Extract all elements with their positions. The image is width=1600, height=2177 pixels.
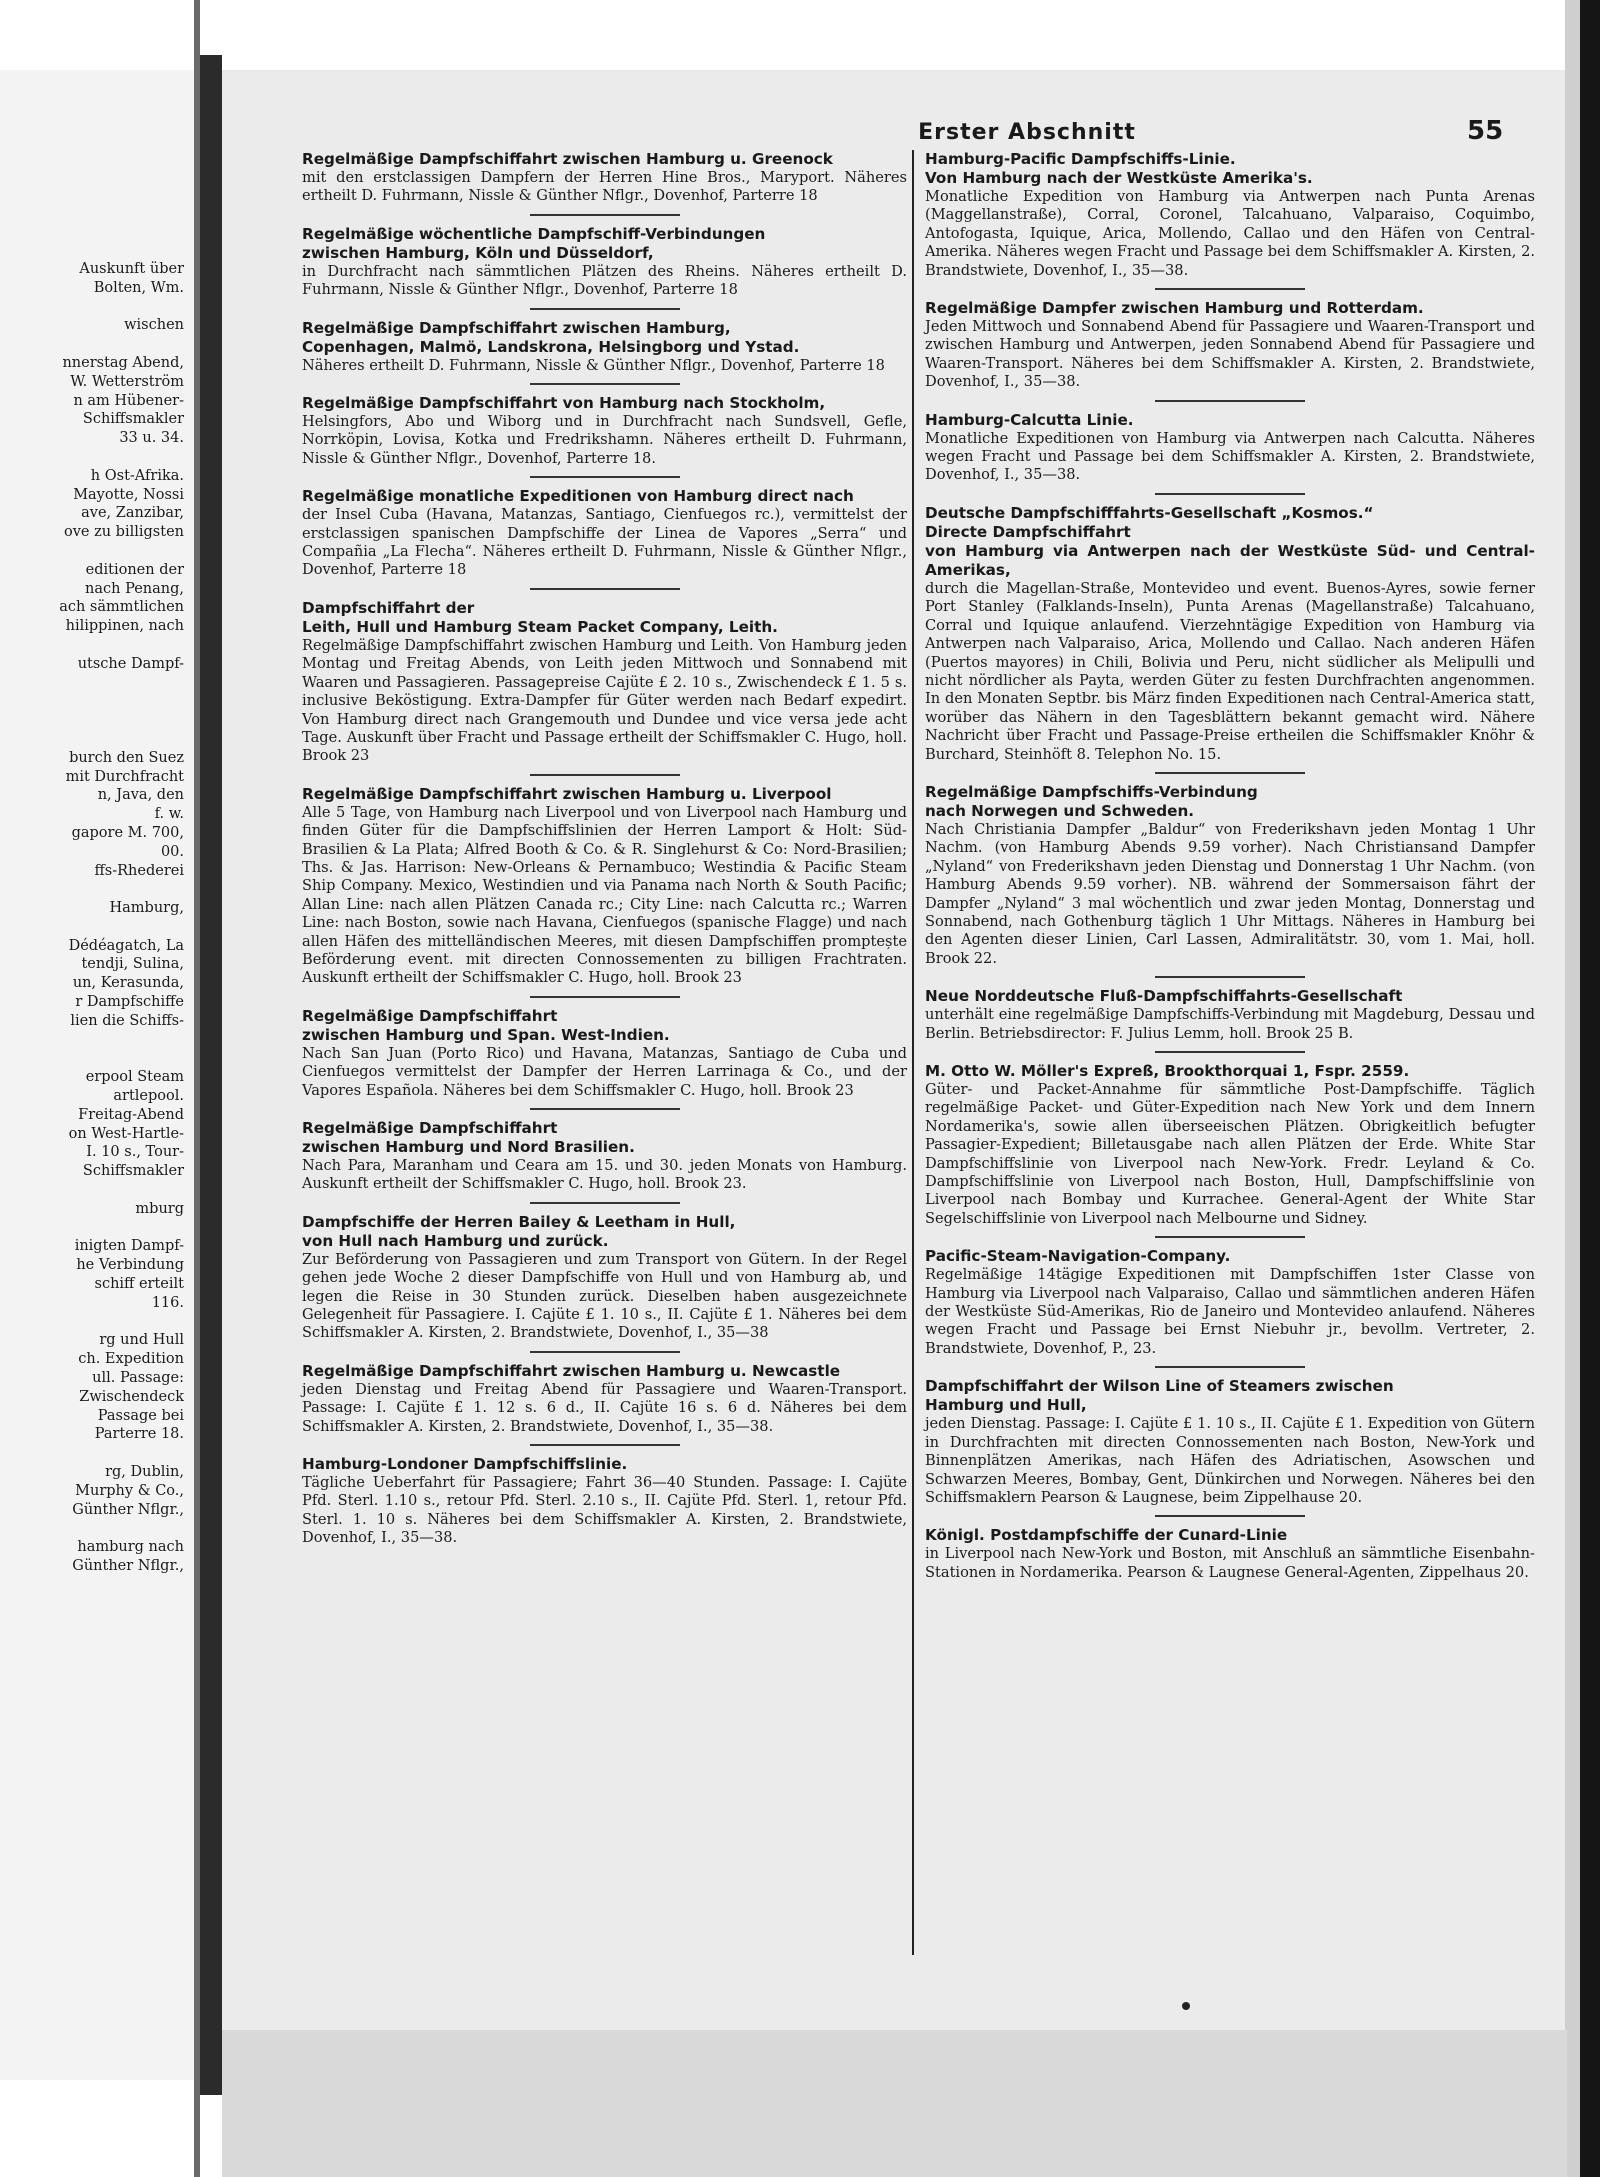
separator-rule <box>530 214 680 216</box>
left-column <box>302 150 907 1556</box>
left-fragment-line <box>0 1313 184 1332</box>
separator-rule <box>1155 400 1305 402</box>
ad-heading: Regelmäßige monatliche Expeditionen von Hamburg direct nach <box>302 487 854 506</box>
separator-rule <box>530 1108 680 1110</box>
ad-body: Monatliche Expedition von Hamburg via Antwerpen nach Punta Arenas (Maggellanstraße), Corral, Coronel, Talcahuano, Valparaiso, Coquimbo, Antofogasta, Iquique, Arica, Mollendo, Callao und den Häfen von Central-Amerika. Näheres wegen Fracht und Passage bei dem Schiffsmakler A. Kirsten, 2. Brandstwiete, Dovenhof, I., 35—38. <box>925 188 1535 279</box>
left-fragment-line <box>0 692 184 711</box>
left-fragment-line: rg, Dublin, <box>105 1464 184 1480</box>
separator-rule <box>530 476 680 478</box>
ad-subheading: Leith, Hull und Hamburg Steam Packet Company, Leith. <box>302 617 778 636</box>
ad-heading: Regelmäßige Dampfschiffahrt <box>302 1006 558 1025</box>
left-fragment-line: inigten Dampf- <box>74 1238 184 1255</box>
left-fragment-line: Hamburg, <box>109 900 184 917</box>
ad-body: in Durchfracht nach sämmtlichen Plätzen des Rheins. Näheres ertheilt D. Fuhrmann, Nissle & Günther Nflgr., Dovenhof, Parterre 18 <box>302 262 907 299</box>
advertisement-block <box>925 976 1535 1043</box>
separator-rule <box>530 996 680 998</box>
left-fragment-line: 00. <box>160 843 184 860</box>
ad-heading: Regelmäßige Dampfschiffahrt <box>302 1119 558 1137</box>
left-fragment-line <box>0 711 184 730</box>
left-fragment-line: n, Java, den <box>97 787 184 804</box>
separator-rule <box>530 308 680 310</box>
separator-rule <box>1155 1236 1305 1238</box>
left-fragment-line: hilippinen, nach <box>65 618 184 635</box>
left-page-fragment <box>0 70 195 2080</box>
ad-body: Zur Beförderung von Passagieren und zum Transport von Gütern. In der Regel gehen jede Woche 2 dieser Dampfschiffe von Hull und von Hamburg ab, und legen die Reise in 30 Stunden zurück. Dieselben haben ausgezeichnete Gelegenheit für Passagiere. I. Cajüte £ 1. 10 s., II. Cajüte £ 1. Näheres bei dem Schiffsmakler A. Kirsten, 2. Brandstwiete, Dovenhof, I., 35—38 <box>302 1250 907 1342</box>
left-page-text <box>0 70 190 2070</box>
advertisement-block <box>302 383 907 468</box>
left-fragment-line: I. 10 s., Tour- <box>86 1144 184 1161</box>
left-fragment-line: h Ost-Afrika. <box>90 467 184 484</box>
ad-heading: Neue Norddeutsche Fluß-Dampfschiffahrts-Gesellschaft <box>925 987 1403 1006</box>
advertisement-block <box>925 1366 1535 1507</box>
left-fragment-line: Murphy & Co., <box>75 1482 184 1499</box>
ad-body: Helsingfors, Abo und Wiborg und in Durchfracht nach Sundsvell, Gefle, Norrköpin, Lovisa, Kotka und Fredrikshamn. Näheres ertheilt D. Fuhrmann, Nissle & Günther Nflgr., Dovenhof, Parterre 18. <box>302 413 907 467</box>
left-fragment-line <box>0 1444 184 1463</box>
ad-heading: Königl. Postdampfschiffe der Cunard-Linie <box>925 1526 1288 1545</box>
right-column <box>925 150 1535 1590</box>
left-fragment-line: ave, Zanzibar, <box>81 505 184 522</box>
left-fragment-line: tendji, Sulina, <box>81 956 184 973</box>
left-fragment-line: ach sämmtlichen <box>59 599 184 616</box>
ad-heading: Regelmäßige Dampfschiffahrt zwischen Hamburg, <box>302 318 731 337</box>
ad-body: Jeden Mittwoch und Sonnabend Abend für Passagiere und Waaren-Transport und zwischen Hamburg und Antwerpen, jeden Sonnabend Abend für Passagiere und Waaren-Transport. Näheres bei dem Schiffsmakler A. Kirsten, 2. Brandstwiete, Dovenhof, I., 35—38. <box>925 318 1535 391</box>
advertisement-block <box>925 150 1535 280</box>
ad-subheading: Hamburg und Hull, <box>925 1396 1087 1415</box>
ad-heading: Hamburg-Pacific Dampfschiffs-Linie. <box>925 150 1236 168</box>
separator-rule <box>1155 976 1305 978</box>
left-fragment-line: mit Durchfracht <box>65 768 184 785</box>
separator-rule <box>530 1351 680 1353</box>
left-fragment-line <box>0 1049 184 1068</box>
left-fragment-line <box>0 918 184 937</box>
left-fragment-line <box>0 1031 184 1050</box>
left-fragment-line <box>0 335 184 354</box>
left-fragment-line: artlepool. <box>113 1088 184 1105</box>
separator-rule <box>1155 1051 1305 1053</box>
ad-body: Tägliche Ueberfahrt für Passagiere; Fahrt 36—40 Stunden. Passage: I. Cajüte Pfd. Sterl. 1.10 s., retour Pfd. Sterl. 2.10 s., II. Cajüte Pfd. Sterl. 1, retour Pfd. Sterl. 1. 10 s. Näheres bei dem Schiffsmakler A. Kirsten, 2. Brandstwiete, Dovenhof, I., 35—38. <box>302 1474 907 1547</box>
left-fragment-line <box>0 1219 184 1238</box>
ad-subheading: Von Hamburg nach der Westküste Amerika's. <box>925 169 1313 187</box>
ad-subheading: Directe Dampfschiffahrt <box>925 522 1131 541</box>
ad-body: Nach Para, Maranham und Ceara am 15. und 30. jeden Monats von Hamburg. Auskunft ertheilt der Schiffsmakler C. Hugo, holl. Brook 23. <box>302 1157 907 1193</box>
ad-body: in Liverpool nach New-York und Boston, mit Anschluß an sämmtliche Eisenbahn-Stationen in Nordamerika. Pearson & Laugnese General-Agenten, Zippelhaus 20. <box>925 1545 1535 1581</box>
left-fragment-line <box>0 730 184 749</box>
advertisement-block <box>302 1351 907 1436</box>
column-divider <box>912 150 914 1955</box>
left-fragment-line: Parterre 18. <box>94 1426 184 1443</box>
separator-rule <box>530 383 680 385</box>
left-fragment-line: Auskunft über <box>79 261 184 277</box>
separator-rule <box>1155 1366 1305 1368</box>
section-title: Erster Abschnitt <box>918 120 1136 145</box>
ad-heading: Pacific-Steam-Navigation-Company. <box>925 1247 1231 1266</box>
advertisement-block <box>925 400 1535 485</box>
left-fragment-line: n am Hübener- <box>73 392 184 409</box>
ad-body: mit den erstclassigen Dampfern der Herren Hine Bros., Maryport. Näheres ertheilt D. Fuhrmann, Nissle & Günther Nflgr., Dovenhof, Parterre 18 <box>302 169 907 205</box>
ad-body: der Insel Cuba (Havana, Matanzas, Santiago, Cienfuegos rc.), vermittelst der erstclassigen spanischen Dampfschiffe der Linea de Vapores „Serra“ und Compañia „La Flecha“. Näheres ertheilt D. Fuhrmann, Nissle & Günther Nflgr., Dovenhof, Parterre 18 <box>302 506 907 579</box>
ad-subheading: von Hamburg via Antwerpen nach der Westküste Süd- und Central-Amerikas, <box>925 541 1535 579</box>
left-fragment-line: burch den Suez <box>69 749 184 766</box>
page-bottom-margin <box>222 2030 1567 2177</box>
advertisement-block <box>925 772 1535 968</box>
separator-rule <box>530 588 680 590</box>
left-fragment-line: he Verbindung <box>76 1257 184 1274</box>
ad-heading: Regelmäßige Dampfschiffs-Verbindung <box>925 782 1258 801</box>
left-fragment-line: hamburg nach <box>77 1539 184 1556</box>
advertisement-block <box>925 1236 1535 1358</box>
left-fragment-line: lien die Schiffs- <box>70 1012 184 1029</box>
ad-body: jeden Dienstag. Passage: I. Cajüte £ 1. 10 s., II. Cajüte £ 1. Expedition von Gütern in Durchfrachten mit directen Connossementen nach Boston, New-York und Binnenplätzen Amerikas, nach Häfen des Adriatischen, Asowschen und Schwarzen Meeres, Bombay, Gent, Dünkirchen und Norwegen. Näheres bei den Schiffsmaklern Pearson & Laugnese, beim Zippelhause 20. <box>925 1415 1535 1506</box>
ad-subheading: Copenhagen, Malmö, Landskrona, Helsingborg und Ystad. <box>302 337 800 356</box>
left-fragment-line: wischen <box>124 317 184 334</box>
ad-heading: Regelmäßige Dampfschiffahrt von Hamburg nach Stockholm, <box>302 394 826 413</box>
advertisement-block <box>302 1444 907 1548</box>
left-fragment-line: schiff erteilt <box>94 1276 184 1293</box>
page-edge <box>1565 0 1580 2177</box>
left-fragment-line: gapore M. 700, <box>71 824 184 841</box>
left-fragment-line: ffs-Rhederei <box>94 862 184 879</box>
ad-heading: Regelmäßige Dampfschiffahrt zwischen Hamburg u. Greenock <box>302 150 833 168</box>
left-fragment-line: r Dampfschiffe <box>75 994 184 1011</box>
separator-rule <box>1155 288 1305 290</box>
left-fragment-line: Mayotte, Nossi <box>73 486 184 503</box>
ad-body: Güter- und Packet-Annahme für sämmtliche Post-Dampfschiffe. Täglich regelmäßige Packet- und Güter-Expedition nach New York und dem Innern Nordamerika's, sowie allen überseeischen Plätzen. Obrigkeitlich befugter Passagier-Expedient; Billetausgabe nach allen Plätzen der Erde. White Star Dampfschiffslinie von Liverpool nach New-York. Fredr. Leyland & Co. Dampfschiffslinie von Liverpool nach Boston, Hull, Dampfschiffslinie von Liverpool nach Bombay und Kurrachee. General-Agent der White Star Segelschiffslinie von Liverpool nach Melbourne und Sidney. <box>925 1081 1535 1227</box>
left-fragment-line: utsche Dampf- <box>77 655 184 672</box>
left-fragment-line: Günther Nflgr., <box>72 1557 184 1574</box>
left-fragment-line: Freitag-Abend <box>78 1106 184 1123</box>
left-fragment-line: 33 u. 34. <box>119 430 184 447</box>
ad-body: durch die Magellan-Straße, Montevideo und event. Buenos-Ayres, sowie ferner Port Stanley (Falklands-Inseln), Punta Arenas (Magellanstraße) Talcahuano, Corral und Iquique anlaufend. Vierzehntägige Expedition von Hamburg via Antwerpen nach Valparaiso, Arica, Mollendo und Callao. Nach anderen Häfen (Puertos mayores) in Chili, Bolivia und Peru, nicht südlicher als Melipulli und nicht nördlicher als Payta, werden Güter zu festen Durchfrachten angenommen. In den Monaten Septbr. bis März finden Expeditionen nach Central-America statt, worüber das Nähern in den Tagesblättern bekannt gemacht wird. Nähere Nachricht über Fracht und Passage-Preise ertheilen die Schiffsmakler Knöhr & Burchard, Steinhöft 8. Telephon No. 15. <box>925 579 1535 763</box>
advertisement-block <box>302 214 907 300</box>
left-fragment-line: nach Penang, <box>85 580 184 597</box>
advertisement-block <box>302 476 907 580</box>
ad-body: Alle 5 Tage, von Hamburg nach Liverpool und von Liverpool nach Hamburg und finden Güter für die Dampfschiffslinien der Herren Lamport & Holt: Süd-Brasilien & La Plata; Alfred Booth & Co. & R. Singlehurst & Co: Nord-Brasilien; Ths. & Jas. Harrison: New-Orleans & Pernambuco; Westindia & Pacific Steam Ship Company. Mexico, Westindien und via Panama nach North & South Pacific; Allan Line: nach allen Plätzen Canada rc.; City Line: nach Calcutta rc.; Warren Line: nach Boston, sowie nach Havana, Cienfuegos (spanische Flagge) und nach allen Häfen des mittelländischen Meeres, mit diesen Dampfschiffen promptește Beförderung event. mit directen Connossementen zu billigen Frachtraten. Auskunft ertheilt der Schiffsmakler C. Hugo, holl. Brook 23 <box>302 803 907 987</box>
ad-body: Nach San Juan (Porto Rico) und Havana, Matanzas, Santiago de Cuba und Cienfuegos vermittelst der Dampfer der Herren Larrinaga & Co., und der Vapores Española. Näheres bei dem Schiffsmakler C. Hugo, holl. Brook 23 <box>302 1044 907 1099</box>
ad-heading: Dampfschiffahrt der Wilson Line of Steamers zwischen <box>925 1377 1394 1396</box>
left-fragment-line <box>0 542 184 561</box>
ad-heading: Dampfschiffe der Herren Bailey & Leetham in Hull, <box>302 1212 736 1231</box>
separator-rule <box>530 774 680 776</box>
advertisement-block <box>302 1202 907 1343</box>
left-fragment-line: Passage bei <box>97 1407 184 1424</box>
ad-heading: Hamburg-Londoner Dampfschiffslinie. <box>302 1455 628 1474</box>
left-fragment-line: un, Kerasunda, <box>72 975 184 992</box>
left-fragment-line: Zwischendeck <box>79 1388 184 1405</box>
separator-rule <box>1155 493 1305 495</box>
separator-rule <box>530 1202 680 1204</box>
page-number: 55 <box>1467 116 1504 146</box>
separator-rule <box>530 1444 680 1446</box>
advertisement-block <box>302 1108 907 1194</box>
left-fragment-line <box>0 1519 184 1538</box>
advertisement-block <box>925 288 1535 392</box>
ad-body: unterhält eine regelmäßige Dampfschiffs-Verbindung mit Magdeburg, Dessau und Berlin. Betriebsdirector: F. Julius Lemm, holl. Brook 25 B. <box>925 1006 1535 1042</box>
left-fragment-line: mburg <box>135 1200 184 1217</box>
left-fragment-line: rg und Hull <box>99 1332 184 1349</box>
ad-heading: Regelmäßige Dampfschiffahrt zwischen Hamburg u. Liverpool <box>302 784 832 803</box>
left-fragment-line <box>0 1181 184 1200</box>
left-fragment-line: f. w. <box>154 806 184 823</box>
left-fragment-line: Schiffsmakler <box>82 1163 184 1180</box>
scanner-border <box>1580 0 1600 2177</box>
ad-heading: Deutsche Dampfschifffahrts-Gesellschaft „Kosmos.“ <box>925 503 1374 522</box>
ad-heading: M. Otto W. Möller's Expreß, Brookthorquai 1, Fspr. 2559. <box>925 1062 1410 1080</box>
left-fragment-line: 116. <box>151 1294 184 1311</box>
advertisement-block <box>925 1515 1535 1582</box>
left-fragment-line: on West-Hartle- <box>68 1125 184 1142</box>
left-fragment-line <box>0 674 184 693</box>
left-fragment-line <box>0 298 184 317</box>
left-fragment-line: editionen der <box>85 561 184 578</box>
advertisement-block <box>302 308 907 375</box>
advertisement-block <box>302 588 907 766</box>
left-fragment-line: Schiffsmakler <box>82 411 184 428</box>
left-fragment-line: ove zu billigsten <box>63 524 184 541</box>
ad-subheading: von Hull nach Hamburg und zurück. <box>302 1231 609 1250</box>
ad-body: Regelmäßige Dampfschiffahrt zwischen Hamburg und Leith. Von Hamburg jeden Montag und Freitag Abends, von Leith jeden Mittwoch und Sonnabend mit Waaren und Passagieren. Passagepreise Cajüte £ 2. 10 s., Zwischendeck £ 1. 5 s. inclusive Beköstigung. Extra-Dampfer für Güter werden nach Bedarf expedirt. Von Hamburg direct nach Grangemouth und Dundee und vice versa jede acht Tage. Auskunft über Fracht und Passage ertheilt der Schiffsmakler C. Hugo, holl. Brook 23 <box>302 636 907 765</box>
ad-subheading: nach Norwegen und Schweden. <box>925 801 1195 820</box>
ad-subheading: zwischen Hamburg und Span. West-Indien. <box>302 1025 670 1044</box>
ad-body: Monatliche Expeditionen von Hamburg via Antwerpen nach Calcutta. Näheres wegen Fracht und Passage bei dem Schiffsmakler A. Kirsten, 2. Brandstwiete, Dovenhof, I., 35—38. <box>925 429 1535 484</box>
left-fragment-line <box>0 880 184 899</box>
advertisement-block <box>925 493 1535 764</box>
left-fragment-line: ull. Passage: <box>92 1370 184 1387</box>
ad-body: jeden Dienstag und Freitag Abend für Passagiere und Waaren-Transport. Passage: I. Cajüte £ 1. 12 s. 6 d., II. Cajüte 16 s. 6 d. Näheres bei dem Schiffsmakler A. Kirsten, 2. Brandstwiete, Dovenhof, I., 35—38. <box>302 1380 907 1435</box>
binding-gutter <box>200 55 222 2095</box>
ad-heading: Regelmäßige Dampfer zwischen Hamburg und Rotterdam. <box>925 299 1424 318</box>
advertisement-block <box>925 1051 1535 1228</box>
advertisement-block <box>302 774 907 988</box>
separator-rule <box>1155 772 1305 774</box>
main-page <box>222 70 1565 2030</box>
left-fragment-line: Bolten, Wm. <box>93 279 184 296</box>
ad-body: Regelmäßige 14tägige Expeditionen mit Dampfschiffen 1ster Classe von Hamburg via Liverpool nach Valparaiso, Callao und sämmtlichen anderen Häfen der Westküste Süd-Amerikas, Rio de Janeiro und Montevideo anlaufend. Näheres wegen Fracht und Passage bei Ernst Niebuhr jr., bevollm. Vertreter, 2. Brandstwiete, Dovenhof, P., 23. <box>925 1266 1535 1357</box>
left-fragment-line: nnerstag Abend, <box>62 354 184 371</box>
advertisement-block <box>302 996 907 1100</box>
ad-heading: Regelmäßige Dampfschiffahrt zwischen Hamburg u. Newcastle <box>302 1361 841 1380</box>
advertisement-block <box>302 150 907 206</box>
left-fragment-line: ch. Expedition <box>78 1351 184 1368</box>
left-fragment-line: Dédéagatch, La <box>68 937 184 954</box>
ad-body: Näheres ertheilt D. Fuhrmann, Nissle & Günther Nflgr., Dovenhof, Parterre 18 <box>302 356 885 374</box>
left-fragment-line: Günther Nflgr., <box>72 1501 184 1518</box>
ad-subheading: zwischen Hamburg und Nord Brasilien. <box>302 1138 635 1156</box>
ad-subheading: zwischen Hamburg, Köln und Düsseldorf, <box>302 243 654 262</box>
left-fragment-line <box>0 636 184 655</box>
left-fragment-line <box>0 448 184 467</box>
left-fragment-line: W. Wetterström <box>70 373 184 390</box>
ad-heading: Regelmäßige wöchentliche Dampfschiff-Verbindungen <box>302 224 766 243</box>
ink-dot <box>1182 2002 1190 2010</box>
left-fragment-line: erpool Steam <box>85 1069 184 1086</box>
separator-rule <box>1155 1515 1305 1517</box>
ad-body: Nach Christiania Dampfer „Baldur“ von Frederikshavn jeden Montag 1 Uhr Nachm. (von Hamburg Abends 9.59 vorher). Nach Christiansand Dampfer „Nyland“ von Frederikshavn jeden Dienstag und Donnerstag 1 Uhr Nachm. (von Hamburg Abends 9.59 vorher). NB. während der Sommersaison fährt der Dampfer „Nyland“ 3 mal wöchentlich und zwar jeden Montag, Donnerstag und Sonnabend, nach Gothenburg täglich 1 Uhr Mittags. Näheres in Hamburg bei den Agenten dieser Linien, Carl Lassen, Admiralitätstr. 30, vom 1. Mai, holl. Brook 22. <box>925 820 1535 967</box>
ad-heading: Hamburg-Calcutta Linie. <box>925 410 1134 429</box>
ad-heading: Dampfschiffahrt der <box>302 598 475 617</box>
